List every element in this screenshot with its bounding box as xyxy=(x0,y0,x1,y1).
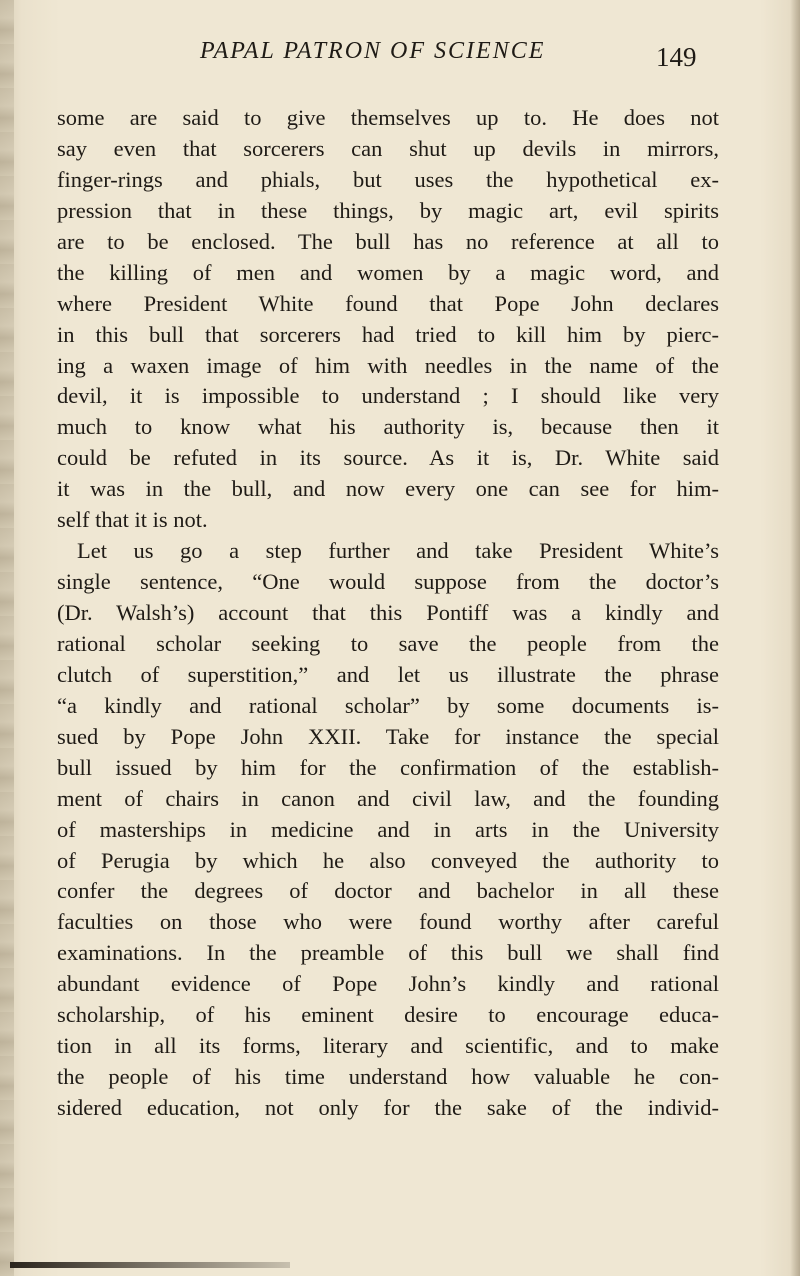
text-line: it was in the bull, and now every one can see for him- xyxy=(57,476,719,502)
text-line: abundant evidence of Pope John’s kindly and rational xyxy=(57,971,719,997)
text-line: are to be enclosed. The bull has no reference at all to xyxy=(57,228,719,254)
text-line: in this bull that sorcerers had tried to kill him by pierc- xyxy=(57,321,719,347)
text-line: say even that sorcerers can shut up devils in mirrors, xyxy=(57,135,719,161)
text-line: faculties on those who were found worthy after careful xyxy=(57,909,719,935)
paragraph-end-line: self that it is not. xyxy=(57,507,208,533)
text-line: bull issued by him for the confirmation of the establish- xyxy=(57,754,719,780)
text-line: could be refuted in its source. As it is, Dr. White said xyxy=(57,445,719,471)
text-line: devil, it is impossible to understand ; I should like very xyxy=(57,383,719,409)
text-line: tion in all its forms, literary and scientific, and to make xyxy=(57,1033,719,1059)
text-line: some are said to give themselves up to. He does not xyxy=(57,105,719,130)
body-text xyxy=(57,103,719,1124)
text-line: ment of chairs in canon and civil law, and the founding xyxy=(57,785,719,811)
page-edge-shadow xyxy=(790,0,800,1276)
page-header xyxy=(0,34,800,74)
text-line: the killing of men and women by a magic word, and xyxy=(57,259,719,285)
text-line: scholarship, of his eminent desire to encourage educa- xyxy=(57,1002,719,1028)
page-number: 149 xyxy=(656,42,697,72)
text-line: (Dr. Walsh’s) account that this Pontiff was a kindly and xyxy=(57,600,719,625)
page-gutter-shadow xyxy=(0,0,14,1276)
text-line: rational scholar seeking to save the people from the xyxy=(57,630,719,656)
text-line: sidered education, not only for the sake of the individ- xyxy=(57,1095,719,1120)
text-line: much to know what his authority is, because then it xyxy=(57,414,719,440)
text-line: the people of his time understand how valuable he con- xyxy=(57,1064,719,1090)
text-line: sued by Pope John XXII. Take for instance the special xyxy=(57,723,719,749)
text-line: “a kindly and rational scholar” by some documents is- xyxy=(57,692,719,718)
text-line: single sentence, “One would suppose from the doctor’s xyxy=(57,569,719,595)
text-line: confer the degrees of doctor and bachelor in all these xyxy=(57,878,719,904)
text-line: pression that in these things, by magic art, evil spirits xyxy=(57,197,719,223)
text-line: of masterships in medicine and in arts in the University xyxy=(57,816,719,842)
text-line: finger-rings and phials, but uses the hypothetical ex- xyxy=(57,166,719,192)
text-line: where President White found that Pope John declares xyxy=(57,290,719,316)
text-line: of Perugia by which he also conveyed the authority to xyxy=(57,847,719,873)
paragraph-start-line: Let us go a step further and take President White’s xyxy=(77,538,719,564)
text-line: clutch of superstition,” and let us illustrate the phrase xyxy=(57,661,719,687)
running-head: PAPAL PATRON OF SCIENCE xyxy=(200,38,546,64)
text-line: ing a waxen image of him with needles in the name of the xyxy=(57,352,719,378)
page-bottom-edge xyxy=(10,1262,290,1268)
text-line: examinations. In the preamble of this bull we shall find xyxy=(57,940,719,966)
